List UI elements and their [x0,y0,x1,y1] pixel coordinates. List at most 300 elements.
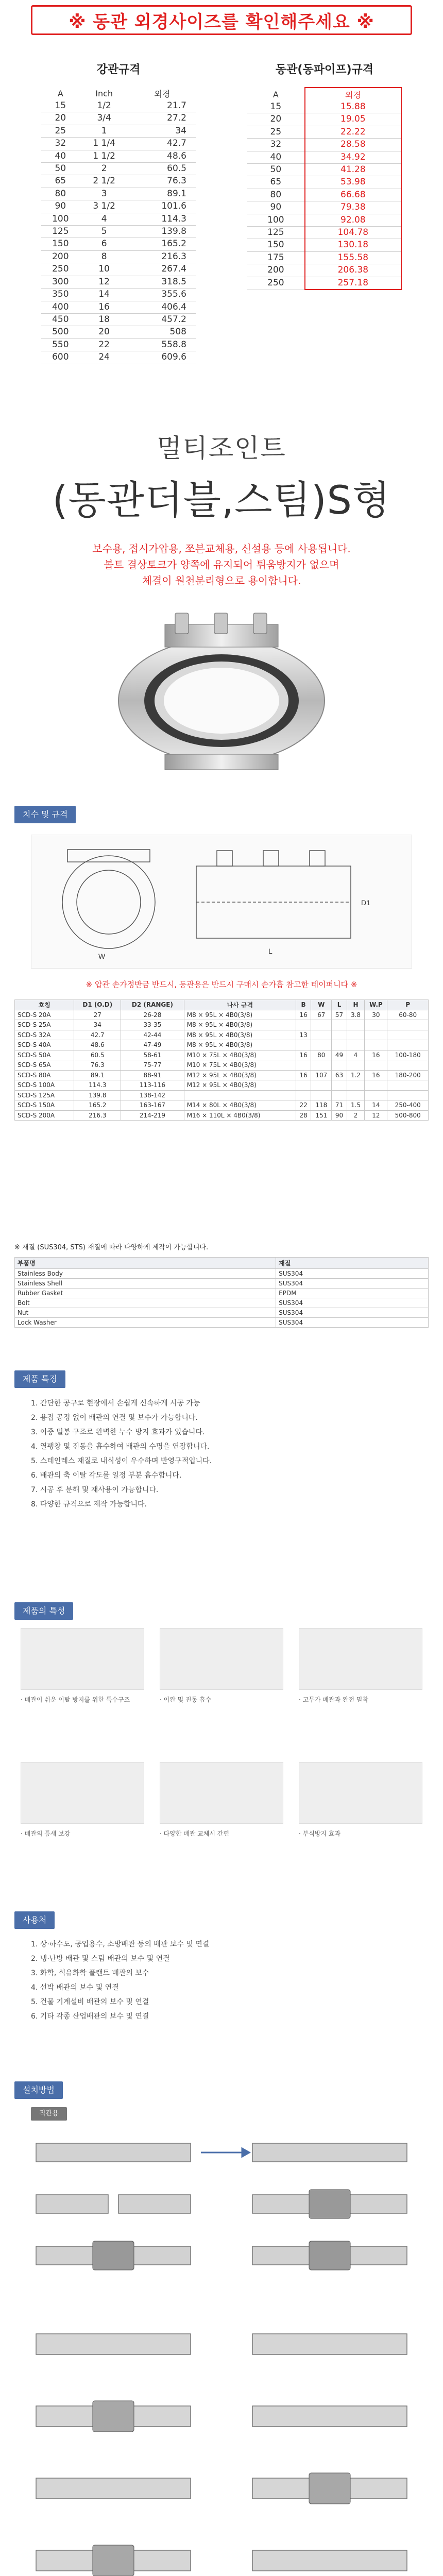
svg-text:L: L [268,947,272,955]
usage-item: 2. 냉·난방 배관 및 스팀 배관의 보수 및 연결 [31,1955,170,1963]
feature-item: 8. 다양한 규격으로 제작 가능합니다. [31,1500,147,1509]
spec-table-cell: 76.3 [74,1060,121,1071]
materials-table [14,1257,429,1350]
steel-table-cell: 350 [41,289,80,301]
spec-table-cell: 33-35 [121,1020,184,1030]
copper-table-cell: 22.22 [305,126,401,138]
copper-table-cell: 175 [247,251,305,264]
spec-table-cell: 89.1 [74,1070,121,1080]
material-cell: Bolt [15,1298,276,1308]
steel-table-cell: 500 [41,326,80,338]
feature-item: 7. 시공 후 분해 및 재사용이 가능합니다. [31,1486,159,1494]
materials-title: ※ 재질 (SUS304, STS) 재질에 따라 다양하게 제작이 가능합니다. [14,1244,209,1251]
spec-header-cell: H [347,1000,365,1010]
compare-caption: · 고무가 배관과 완전 밀착 [299,1696,368,1703]
spec-table-cell: M16 × 110L × 4B0(3/8) [184,1110,296,1121]
compare-item [299,1628,422,1704]
steel-table-cell: 2 1/2 [80,175,129,188]
spec-table-cell [332,1090,347,1100]
feature-item: 2. 용접 공정 없이 배관의 연결 및 보수가 가능합니다. [31,1414,198,1422]
feature-item: 4. 열팽창 및 진동을 흡수하여 배관의 수명을 연장합니다. [31,1443,210,1451]
spec-table-cell: 100-180 [387,1050,429,1060]
compare-image [299,1762,422,1824]
steel-table-row [41,226,196,238]
spec-table-cell: SCD-S 200A [15,1110,74,1121]
features-tag: 제품 특징 [14,1370,65,1388]
spec-table-cell [387,1020,429,1030]
spec-table-cell: 151 [311,1110,332,1121]
spec-table-cell: 28 [296,1110,311,1121]
feature-item: 6. 배관의 축 이탈 각도를 일정 부분 흡수합니다. [31,1471,182,1480]
spec-table-cell [387,1090,429,1100]
spec-table-cell: 27 [74,1010,121,1020]
steel-table-row [41,263,196,276]
steel-table-cell: 609.6 [129,351,196,364]
copper-table-row [247,126,401,138]
spec-header-cell: L [332,1000,347,1010]
feature-item: 5. 스테인레스 재질로 내식성이 우수하며 반영구적입니다. [31,1457,212,1465]
steel-table-cell: 76.3 [129,175,196,188]
compare-image [21,1628,144,1690]
compare-item [299,1762,422,1838]
compare-row-2 [21,1762,422,1838]
copper-table-cell: 257.18 [305,277,401,290]
spec-table-cell [311,1020,332,1030]
copper-table-cell: 150 [247,239,305,251]
spec-table-cell [365,1060,387,1071]
material-row [15,1289,429,1298]
spec-table-cell: M10 × 75L × 4B0(3/8) [184,1060,296,1071]
copper-table-cell: 40 [247,151,305,163]
steel-table-cell: 34 [129,125,196,137]
spec-table-cell: SCD-S 25A [15,1020,74,1030]
copper-table-cell: 206.38 [305,264,401,277]
spec-table-cell: 57 [332,1010,347,1020]
spec-table-row [15,1020,429,1030]
steel-table-cell: 508 [129,326,196,338]
spec-table-cell: M8 × 95L × 4B0(3/8) [184,1030,296,1040]
material-cell: SUS304 [276,1298,429,1308]
steel-table-cell: 20 [80,326,129,338]
copper-table-row [247,277,401,290]
spec-table-cell [387,1060,429,1071]
product-title-line1: 멀티조인트 [157,433,286,463]
copper-table-row [247,214,401,226]
material-cell: SUS304 [276,1308,429,1318]
copper-table-cell: 155.58 [305,251,401,264]
usage-item: 4. 선박 배관의 보수 및 연결 [31,1984,119,1992]
compare-caption: · 다양한 배관 교체시 간편 [160,1830,229,1837]
steel-table-title: 강관규격 [96,63,141,76]
copper-table-cell: 34.92 [305,151,401,163]
steel-table-cell: 457.2 [129,313,196,326]
material-cell: Rubber Gasket [15,1289,276,1298]
compare-image [299,1628,422,1690]
steel-table-cell: 267.4 [129,263,196,276]
copper-table-row [247,264,401,277]
spec-table-cell: 60-80 [387,1010,429,1020]
material-cell: SUS304 [276,1269,429,1279]
steel-table-cell: 14 [80,289,129,301]
install-straight-tag: 직관용 [31,2107,67,2121]
spec-header-cell: B [296,1000,311,1010]
spec-table-cell: 49 [332,1050,347,1060]
spec-table-cell: 16 [365,1050,387,1060]
steel-header-cell: Inch [95,89,113,98]
copper-table-cell: 50 [247,164,305,176]
steel-table-cell: 355.6 [129,289,196,301]
compare-image [21,1762,144,1824]
spec-table-cell: 214-219 [121,1110,184,1121]
steel-table-row [41,213,196,225]
copper-table-cell: 65 [247,176,305,189]
spec-table-cell: 16 [296,1010,311,1020]
spec-table-cell: M12 × 95L × 4B0(3/8) [184,1070,296,1080]
compare-item [21,1628,144,1704]
spec-table-cell [296,1020,311,1030]
spec-header-cell: P [387,1000,429,1010]
spec-table-cell: 2 [347,1110,365,1121]
spec-header-cell: D1 (O.D) [74,1000,121,1010]
spec-table-cell [311,1080,332,1091]
copper-header-cell: A [272,89,279,99]
copper-table-cell: 28.58 [305,139,401,151]
steel-table-row [41,200,196,213]
spec-table-cell [365,1090,387,1100]
steel-table-row [41,188,196,200]
copper-table-cell: 66.68 [305,189,401,201]
spec-table-cell: 67 [311,1010,332,1020]
spec-table-cell: 113-116 [121,1080,184,1091]
spec-table-cell: 16 [296,1070,311,1080]
spec-table-cell [332,1080,347,1091]
spec-table-cell: 4 [347,1050,365,1060]
copper-table-cell: 53.98 [305,176,401,189]
spec-table-cell: 16 [296,1050,311,1060]
steel-table-cell: 60.5 [129,163,196,175]
steel-table-cell: 22 [80,338,129,351]
spec-caption: ※ 압관 손가정반금 반드시, 동관용은 반드시 구매시 손가흡 참고한 테이퍼니다 ※ [86,980,357,989]
steel-table-row [41,351,196,364]
steel-table-cell: 165.2 [129,238,196,250]
spec-table-row [15,1070,429,1080]
spec-table-cell: 13 [296,1030,311,1040]
steel-table-cell: 10 [80,263,129,276]
spec-table-cell: 163-167 [121,1100,184,1111]
spec-table-cell: 71 [332,1100,347,1111]
spec-table-cell: 500-800 [387,1110,429,1121]
spec-table [14,999,429,1121]
spec-header-cell: W [311,1000,332,1010]
steel-table-cell: 3 1/2 [80,200,129,213]
spec-table-cell [365,1040,387,1050]
steel-table-cell: 15 [41,100,80,112]
product-description [0,541,443,589]
copper-table-row [247,139,401,151]
copper-table-cell: 250 [247,277,305,290]
spec-table-cell: 75-77 [121,1060,184,1071]
material-cell: EPDM [276,1289,429,1298]
feature-item: 3. 이중 밀봉 구조로 완벽한 누수 방지 효과가 있습니다. [31,1428,205,1436]
spec-table-cell: SCD-S 80A [15,1070,74,1080]
steel-table-row [41,338,196,351]
steel-table-row [41,301,196,313]
product-title [0,428,443,525]
copper-table-cell: 90 [247,201,305,214]
usage-item: 6. 기타 각종 산업배관의 보수 및 연결 [31,2012,149,2021]
spec-table-cell: SCD-S 40A [15,1040,74,1050]
copper-table-row [247,239,401,251]
copper-table-cell: 100 [247,214,305,226]
spec-table-cell: SCD-S 65A [15,1060,74,1071]
steel-table-row [41,138,196,150]
spec-table-row [15,1080,429,1091]
copper-pipe-size-table [247,61,402,364]
spec-table-cell [387,1030,429,1040]
usage-list [31,1937,412,2024]
spec-table-cell [184,1090,296,1100]
copper-table-cell: 92.08 [305,214,401,226]
spec-table-row [15,1010,429,1020]
steel-table-cell: 6 [80,238,129,250]
steel-header-cell: A [57,89,63,98]
spec-table-cell [311,1040,332,1050]
spec-table-cell [347,1020,365,1030]
usage-item: 1. 상·하수도, 공업용수, 소방배관 등의 배관 보수 및 연결 [31,1940,210,1948]
copper-table-cell: 130.18 [305,239,401,251]
spec-table-cell: 118 [311,1100,332,1111]
product-desc-line1: 보수용, 접시가압용, 쪼븐교체용, 신설용 등에 사용됩니다. [92,543,351,555]
steel-table-cell: 250 [41,263,80,276]
copper-table-row [247,101,401,113]
steel-table-cell: 24 [80,351,129,364]
spec-table-cell: 1.5 [347,1100,365,1111]
compare-row-1 [21,1628,422,1704]
copper-table-cell: 19.05 [305,113,401,126]
spec-table-cell [311,1060,332,1071]
spec-table-cell [347,1060,365,1071]
spec-table-cell: 34 [74,1020,121,1030]
compare-caption: · 부식방지 효과 [299,1830,340,1837]
product-desc-line3: 체결이 원천분리형으로 용이합니다. [142,574,301,587]
feature-item: 1. 간단한 공구로 현장에서 손쉽게 신속하게 시공 가능 [31,1399,200,1408]
spec-table-cell: 58-61 [121,1050,184,1060]
steel-table-row [41,163,196,175]
spec-table-cell [365,1020,387,1030]
spec-table-cell [347,1030,365,1040]
steel-table-cell: 1 1/4 [80,138,129,150]
compare-item [160,1762,283,1838]
spec-header-cell: 나사 규격 [184,1000,296,1010]
spec-table-cell [332,1040,347,1050]
spec-table-cell [347,1040,365,1050]
copper-table-cell: 79.38 [305,201,401,214]
steel-table-cell: 12 [80,276,129,288]
spec-table-cell: 47-49 [121,1040,184,1050]
material-cell: Stainless Body [15,1269,276,1279]
compare-item [21,1762,144,1838]
product-desc-line2: 볼트 결상토크가 양쪽에 유지되어 튀움방지가 없으며 [104,558,339,571]
spec-table-cell [296,1090,311,1100]
features-list [31,1396,412,1512]
spec-table-cell [387,1040,429,1050]
install-diagram-straight [31,2128,412,2313]
spec-table-cell [365,1030,387,1040]
copper-table-cell: 15.88 [305,101,401,113]
steel-table-cell: 27.2 [129,112,196,125]
size-warning-banner: ※ 동관 외경사이즈를 확인해주세요 ※ [31,5,412,35]
svg-text:D1: D1 [361,899,370,907]
spec-header-cell: 호칭 [15,1000,74,1010]
compare-tag: 제품의 특성 [14,1602,73,1620]
steel-header-cell: 외경 [154,89,171,99]
copper-table-row [247,164,401,176]
steel-table-cell: 125 [41,226,80,238]
copper-table-cell: 200 [247,264,305,277]
material-header-cell: 재질 [276,1258,429,1269]
spec-table-cell: 1.2 [347,1070,365,1080]
spec-table-cell [296,1060,311,1071]
copper-table-row [247,113,401,126]
spec-tag: 치수 및 규격 [14,806,76,823]
compare-caption: · 배관의 틈새 보강 [21,1830,71,1837]
spec-table-cell [311,1090,332,1100]
spec-table-cell: 14 [365,1100,387,1111]
copper-table-cell: 125 [247,227,305,239]
spec-table-cell: 42-44 [121,1030,184,1040]
steel-table-cell: 89.1 [129,188,196,200]
steel-table-row [41,250,196,263]
copper-table-cell: 80 [247,189,305,201]
usage-item: 3. 화학, 석유화학 플랜트 배관의 보수 [31,1969,149,1977]
spec-table-cell: 80 [311,1050,332,1060]
usage-tag: 사용처 [14,1911,55,1929]
spec-table-cell: 48.6 [74,1040,121,1050]
spec-table-cell: 107 [311,1070,332,1080]
steel-table-cell: 21.7 [129,100,196,112]
spec-table-cell: 180-200 [387,1070,429,1080]
steel-table-cell: 400 [41,301,80,313]
steel-table-cell: 406.4 [129,301,196,313]
spec-table-cell: SCD-S 125A [15,1090,74,1100]
copper-table-row [247,189,401,201]
product-title-line2: (동관더블,스팀)S형 [52,477,391,523]
steel-table-cell: 600 [41,351,80,364]
spec-table-cell: M10 × 75L × 4B0(3/8) [184,1050,296,1060]
steel-table-cell: 48.6 [129,150,196,162]
size-tables [41,61,402,364]
material-row [15,1269,429,1279]
steel-table-cell: 150 [41,238,80,250]
spec-table-cell [332,1020,347,1030]
steel-table-cell: 32 [41,138,80,150]
spec-table-row [15,1060,429,1071]
steel-table-row [41,289,196,301]
svg-text:W: W [98,952,106,960]
steel-table-cell: 450 [41,313,80,326]
material-cell: SUS304 [276,1279,429,1289]
spec-table-cell [347,1090,365,1100]
install-tag: 설치방법 [14,2081,63,2099]
spec-table-cell: 16 [365,1070,387,1080]
spec-table-cell: 90 [332,1110,347,1121]
spec-table-row [15,1090,429,1100]
compare-image [160,1762,283,1824]
spec-table-cell: 22 [296,1100,311,1111]
steel-table-row [41,313,196,326]
copper-header-cell: 외경 [305,88,401,101]
copper-table-cell: 25 [247,126,305,138]
steel-table-row [41,175,196,188]
spec-table-cell: 3.8 [347,1010,365,1020]
spec-table-cell: 60.5 [74,1050,121,1060]
copper-table-row [247,251,401,264]
material-row [15,1308,429,1318]
spec-table-cell: SCD-S 100A [15,1080,74,1091]
spec-table-cell: 114.3 [74,1080,121,1091]
spec-table-row [15,1030,429,1040]
steel-table-cell: 3 [80,188,129,200]
spec-table-cell: 30 [365,1010,387,1020]
copper-table-row [247,176,401,189]
steel-table-cell: 1 [80,125,129,137]
material-cell: Stainless Shell [15,1279,276,1289]
spec-table-cell: 42.7 [74,1030,121,1040]
spec-table-cell: M12 × 95L × 4B0(3/8) [184,1080,296,1091]
steel-table-cell: 4 [80,213,129,225]
copper-table-row [247,151,401,163]
steel-table-cell: 300 [41,276,80,288]
spec-table-cell [296,1040,311,1050]
spec-table-cell [332,1060,347,1071]
spec-table-row [15,1040,429,1050]
spec-table-cell [365,1080,387,1091]
steel-table-row [41,125,196,137]
spec-table-cell: M8 × 95L × 4B0(3/8) [184,1020,296,1030]
usage-item: 5. 건물 기계설비 배관의 보수 및 연결 [31,1998,149,2006]
spec-table-cell: M8 × 95L × 4B0(3/8) [184,1040,296,1050]
copper-table-cell: 104.78 [305,227,401,239]
spec-header-cell: D2 (RANGE) [121,1000,184,1010]
product-photo [93,608,350,783]
spec-header-cell: W.P [365,1000,387,1010]
spec-drawing [31,835,412,969]
copper-table-row [247,201,401,214]
steel-table-cell: 16 [80,301,129,313]
steel-table-cell: 80 [41,188,80,200]
steel-table-cell: 318.5 [129,276,196,288]
steel-table-cell: 65 [41,175,80,188]
compare-image [160,1628,283,1690]
material-row [15,1318,429,1328]
steel-table-row [41,112,196,125]
material-cell: Nut [15,1308,276,1318]
spec-table-cell [332,1030,347,1040]
compare-item [160,1628,283,1704]
spec-table-cell: SCD-S 150A [15,1100,74,1111]
spec-table-cell [296,1080,311,1091]
spec-table-cell: M8 × 95L × 4B0(3/8) [184,1010,296,1020]
steel-table-cell: 114.3 [129,213,196,225]
spec-table-cell: 138-142 [121,1090,184,1100]
spec-table-row [15,1050,429,1060]
spec-table-cell: SCD-S 32A [15,1030,74,1040]
steel-table-row [41,150,196,162]
material-row [15,1279,429,1289]
steel-table-cell: 550 [41,338,80,351]
spec-table-cell: SCD-S 50A [15,1050,74,1060]
material-row [15,1298,429,1308]
